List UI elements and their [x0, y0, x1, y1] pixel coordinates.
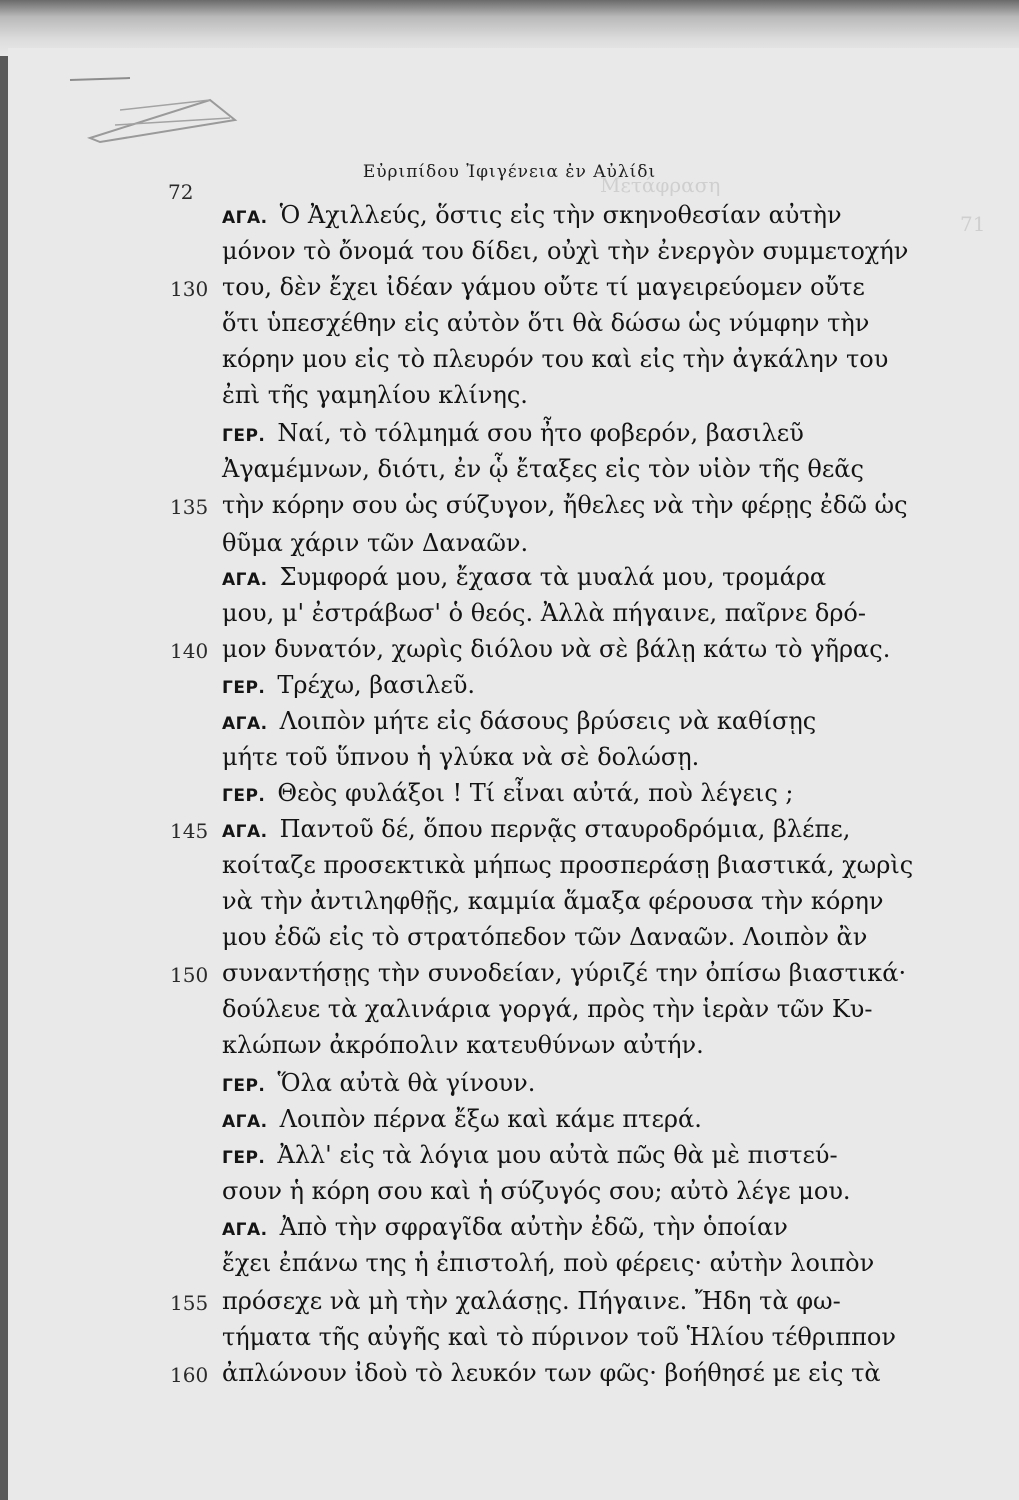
- line-text: Ἀπὸ τὴν σφραγῖδα αὐτὴν ἐδῶ, τὴν ὁποίαν: [279, 1213, 788, 1241]
- running-title: Εὐριπίδου Ἰφιγένεια ἐν Αὐλίδι: [362, 162, 657, 182]
- line-text: τήματα τῆς αὐγῆς καὶ τὸ πύρινον τοῦ Ἡλίου τέθριππον: [222, 1323, 896, 1351]
- text-line: [222, 1068, 535, 1101]
- text-line: [222, 454, 864, 484]
- text-line: [222, 308, 869, 338]
- text-line: [222, 634, 890, 664]
- line-text: Θεὸς φυλάξοι ! Τί εἶναι αὐτά, ποὺ λέγεις ;: [277, 779, 794, 807]
- text-line: [222, 886, 883, 916]
- line-text: Ὁ Ἀχιλλεύς, ὅστις εἰς τὴν σκηνοθεσίαν αὐτὴν: [279, 201, 842, 229]
- line-number: 135: [170, 495, 209, 519]
- line-text: Ἀλλ' εἰς τὰ λόγια μου αὐτὰ πῶς θὰ μὲ πιστεύ-: [277, 1141, 838, 1169]
- text-line: [222, 236, 908, 266]
- line-text: δούλευε τὰ χαλινάρια γοργά, πρὸς τὴν ἱερὰν τῶν Κυ-: [222, 995, 873, 1023]
- text-line: [222, 272, 865, 302]
- line-text: μόνον τὸ ὄνομά του δίδει, οὐχὶ τὴν ἐνεργὸν συμμετοχήν: [222, 237, 909, 265]
- text-line: [222, 1286, 841, 1316]
- line-text: του, δὲν ἔχει ἰδέαν γάμου οὔτε τί μαγειρεύομεν οὔτε: [222, 273, 865, 301]
- text-line: [222, 958, 906, 988]
- line-number: 140: [170, 639, 209, 663]
- line-text: Τρέχω, βασιλεῦ.: [277, 671, 476, 699]
- text-line: [222, 562, 826, 595]
- text-line: [222, 778, 794, 811]
- text-line: [222, 706, 816, 739]
- line-text: ἀπλώνουν ἰδοὺ τὸ λευκόν των φῶς· βοήθησέ με εἰς τὰ: [222, 1359, 881, 1387]
- line-text: κόρην μου εἰς τὸ πλευρόν του καὶ εἰς τὴν ἀγκάλην του: [222, 345, 889, 373]
- line-text: σουν ἡ κόρη σου καὶ ἡ σύζυγός σου; αὐτὸ λέγε μου.: [222, 1177, 851, 1205]
- line-text: κλώπων ἀκρόπολιν κατευθύνων αὐτήν.: [222, 1031, 704, 1059]
- text-line: [222, 1104, 702, 1137]
- text-line: [222, 344, 888, 374]
- line-text: μον δυνατόν, χωρὶς διόλου νὰ σὲ βάλῃ κάτω τὸ γῆρας.: [222, 635, 891, 663]
- line-text: κοίταζε προσεκτικὰ μήπως προσπεράσῃ βιαστικά, χωρὶς: [222, 851, 914, 879]
- speaker-label: ΓΕΡ.: [222, 1148, 266, 1168]
- line-text: νὰ τὴν ἀντιληφθῇς, καμμία ἅμαξα φέρουσα τὴν κόρην: [222, 887, 884, 915]
- line-text: μου ἐδῶ εἰς τὸ στρατόπεδον τῶν Δαναῶν. Λοιπὸν ἂν: [222, 923, 868, 951]
- speaker-label: ΓΕΡ.: [222, 426, 266, 446]
- line-number: 150: [170, 963, 209, 987]
- line-text: ὅτι ὑπεσχέθην εἰς αὐτὸν ὅτι θὰ δώσω ὡς νύμφην τὴν: [222, 309, 870, 337]
- text-line: [222, 670, 475, 703]
- text-line: [222, 1248, 874, 1278]
- text-line: [222, 490, 908, 520]
- text-line: [222, 1358, 881, 1388]
- line-number: 160: [170, 1363, 209, 1387]
- speaker-label: ΓΕΡ.: [222, 786, 266, 806]
- text-line: [222, 1140, 838, 1173]
- text-line: [222, 1176, 851, 1206]
- line-text: ἐπὶ τῆς γαμηλίου κλίνης.: [222, 381, 528, 409]
- text-line: [222, 528, 528, 558]
- speaker-label: ΑΓΑ.: [222, 822, 268, 842]
- speaker-label: ΑΓΑ.: [222, 714, 268, 734]
- bleed-through-text: Μετάφραση: [600, 173, 721, 197]
- line-text: Λοιπὸν πέρνα ἔξω καὶ κάμε πτερά.: [279, 1105, 702, 1133]
- text-line: [222, 922, 867, 952]
- line-number: 145: [170, 819, 209, 843]
- line-text: πρόσεχε νὰ μὴ τὴν χαλάσῃς. Πήγαινε. Ἤδη τὰ φω-: [222, 1287, 841, 1315]
- line-text: μου, μ' ἐστράβωσ' ὁ θεός. Ἀλλὰ πήγαινε, παῖρνε δρό-: [222, 599, 866, 627]
- text-line: [222, 814, 850, 847]
- bleed-through-number: 71: [960, 212, 986, 236]
- line-text: Συμφορά μου, ἔχασα τὰ μυαλά μου, τρομάρα: [279, 563, 827, 591]
- line-text: συναντήσῃς τὴν συνοδείαν, γύριζέ την ὀπίσω βιαστικά·: [222, 959, 907, 987]
- line-text: Ναί, τὸ τόλμημά σου ἦτο φοβερόν, βασιλεῦ: [277, 419, 804, 447]
- line-text: τὴν κόρην σου ὡς σύζυγον, ἤθελες νὰ τὴν φέρῃς ἐδῶ ὡς: [222, 491, 908, 519]
- speaker-label: ΓΕΡ.: [222, 1076, 266, 1096]
- text-line: [222, 380, 528, 410]
- text-line: [222, 742, 699, 772]
- text-line: [222, 1030, 704, 1060]
- speaker-label: ΑΓΑ.: [222, 1112, 268, 1132]
- speaker-label: ΑΓΑ.: [222, 208, 268, 228]
- speaker-label: ΑΓΑ.: [222, 1220, 268, 1240]
- text-line: [222, 200, 842, 233]
- line-text: Ἀγαμέμνων, διότι, ἐν ᾧ ἔταξες εἰς τὸν υἱὸν τῆς θεᾶς: [222, 455, 864, 483]
- text-line: [222, 598, 866, 628]
- text-line: [222, 850, 913, 880]
- line-number: 130: [170, 277, 209, 301]
- line-text: θῦμα χάριν τῶν Δαναῶν.: [222, 529, 529, 557]
- line-text: μήτε τοῦ ὕπνου ἡ γλύκα νὰ σὲ δολώσῃ.: [222, 743, 700, 771]
- line-text: ἔχει ἐπάνω της ἡ ἐπιστολή, ποὺ φέρεις· αὐτὴν λοιπὸν: [222, 1249, 875, 1277]
- text-line: [222, 418, 804, 451]
- line-number: 155: [170, 1291, 209, 1315]
- speaker-label: ΓΕΡ.: [222, 678, 266, 698]
- text-line: [222, 1212, 788, 1245]
- text-line: [222, 1322, 896, 1352]
- line-text: Παντοῦ δέ, ὅπου περνᾷς σταυροδρόμια, βλέπε,: [279, 815, 851, 843]
- page-number: 72: [168, 180, 194, 204]
- text-line: [222, 994, 872, 1024]
- line-text: Λοιπὸν μήτε εἰς δάσους βρύσεις νὰ καθίσῃς: [279, 707, 817, 735]
- line-text: Ὅλα αὐτὰ θὰ γίνουν.: [277, 1069, 536, 1097]
- speaker-label: ΑΓΑ.: [222, 570, 268, 590]
